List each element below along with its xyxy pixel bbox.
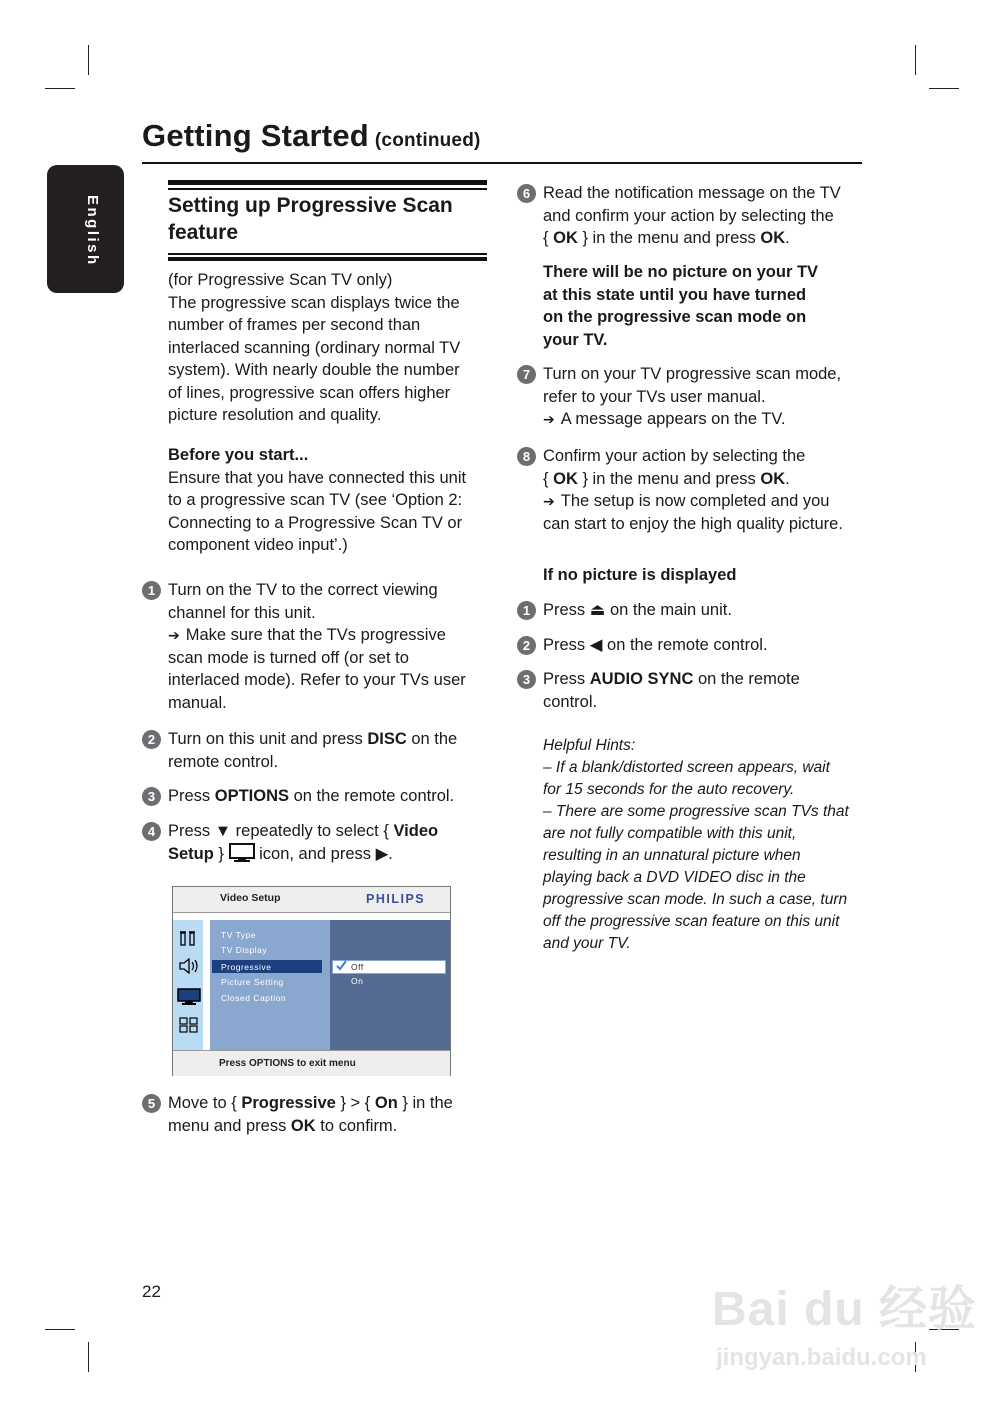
menu-header: Video Setup PHILIPS	[173, 887, 450, 913]
tv-monitor-icon	[177, 988, 201, 1006]
option-selection-highlight	[332, 960, 446, 974]
step-8: Confirm your action by selecting the { OK } in the menu and press OK. ➔ The setup is now completed and you can start to enjoy the high quality picture.	[543, 447, 843, 533]
step-number: 3	[517, 670, 536, 689]
preferences-grid-icon	[179, 1017, 199, 1033]
title-divider	[142, 162, 862, 164]
menu-item-picture-setting[interactable]: Picture Setting	[221, 977, 284, 987]
helpful-hints: Helpful Hints: – If a blank/distorted screen appears, wait for 15 seconds for the auto recovery. – There are some progressive scan TVs that are not fully compatible with this unit, resulting in an unnatural picture when playing back a DVD VIDEO disc in the progressive scan mode. In such a case, turn off the progressive scan feature on this unit and your TV.	[543, 735, 865, 955]
title-continued: (continued)	[374, 130, 481, 151]
crop-mark	[45, 88, 75, 89]
tv-monitor-icon	[229, 843, 255, 863]
section-rule-top-thin	[168, 188, 487, 190]
no-picture-heading: If no picture is displayed	[543, 566, 737, 584]
step-7: Turn on your TV progressive scan mode, refer to your TVs user manual. ➔ A message appears on the TV.	[543, 365, 842, 428]
option-on[interactable]: On	[351, 976, 364, 986]
step-number: 3	[142, 787, 161, 806]
philips-logo: PHILIPS	[366, 892, 426, 906]
checkmark-icon	[336, 960, 347, 971]
step-number: 2	[517, 636, 536, 655]
page-title	[142, 118, 481, 154]
option-off[interactable]: Off	[351, 962, 364, 972]
step-2: Turn on this unit and press DISC on the remote control.	[168, 730, 458, 771]
title-text: Getting Started	[142, 118, 369, 153]
no-picture-step-3: Press AUDIO SYNC on the remote control.	[543, 670, 800, 711]
page-number: 22	[142, 1282, 161, 1301]
hints-title: Helpful Hints:	[543, 737, 636, 754]
step-5: Move to { Progressive } > { On } in the menu and press OK to confirm.	[168, 1094, 453, 1135]
step-number: 7	[517, 365, 536, 384]
step-number: 2	[142, 730, 161, 749]
step-4: Press ▼ repeatedly to select { Video Setup } icon, and press ▶.	[168, 822, 439, 863]
step-6-warning: There will be no picture on your TV at this state until you have turned on the progressive scan mode on your TV.	[543, 263, 819, 349]
section-rule-bottom	[168, 257, 487, 261]
step-number: 6	[517, 184, 536, 203]
watermark-url: jingyan.baidu.com	[716, 1344, 927, 1371]
step-3: Press OPTIONS on the remote control.	[168, 787, 455, 805]
menu-item-tv-type[interactable]: TV Type	[221, 930, 256, 940]
step-number: 1	[142, 581, 161, 600]
menu-items-panel	[210, 920, 330, 1050]
step-number: 4	[142, 822, 161, 841]
crop-mark	[88, 45, 89, 75]
menu-options-panel	[330, 920, 450, 1050]
crop-mark	[45, 1329, 75, 1330]
menu-item-closed-caption[interactable]: Closed Caption	[221, 993, 287, 1003]
section-rule-top	[168, 180, 487, 185]
before-you-start: Before you start... Ensure that you have connected this unit to a progressive scan TV (see ‘Option 2: Connecting to a Progressive Scan TV or component video input’.)	[168, 444, 490, 557]
intro-paragraph: (for Progressive Scan TV only) The progressive scan displays twice the number of frames per second than interlaced scanning (ordinary normal TV system). With nearly double the number of lines, progressive scan offers higher picture resolution and quality.	[168, 271, 461, 424]
menu-item-progressive[interactable]: Progressive	[221, 962, 272, 972]
step-1: Turn on the TV to the correct viewing channel for this unit. ➔ Make sure that the TVs progressive scan mode is turned off (or set to interlaced mode). Refer to your TVs user manual.	[168, 581, 466, 712]
language-tab-label: English	[84, 195, 101, 267]
menu-footer: Press OPTIONS to exit menu	[173, 1050, 450, 1076]
eject-icon: ⏏	[589, 601, 606, 619]
step-number: 8	[517, 447, 536, 466]
watermark-logo: Bai du 经验	[712, 1283, 978, 1336]
before-heading: Before you start...	[168, 446, 309, 464]
crop-mark	[929, 88, 959, 89]
arrow-icon: ➔	[543, 493, 555, 509]
menu-icon-column	[173, 920, 203, 1050]
crop-mark	[88, 1342, 89, 1372]
step-number: 1	[517, 601, 536, 620]
no-picture-step-1: Press ⏏ on the main unit.	[543, 601, 732, 619]
step-6: Read the notification message on the TV and confirm your action by selecting the { OK } in the menu and press OK.	[543, 184, 841, 247]
step-number: 5	[142, 1094, 161, 1113]
arrow-icon: ➔	[543, 411, 555, 427]
crop-mark	[915, 45, 916, 75]
arrow-icon: ➔	[168, 627, 180, 643]
video-setup-menu	[172, 886, 451, 1076]
section-rule-bottom-thin	[168, 253, 487, 255]
section-title: Setting up Progressive Scan feature	[168, 194, 453, 244]
menu-item-tv-display[interactable]: TV Display	[221, 945, 268, 955]
language-tab	[47, 165, 124, 293]
speaker-icon	[178, 958, 200, 974]
settings-tools-icon	[179, 930, 197, 946]
no-picture-step-2: Press ◀ on the remote control.	[543, 636, 768, 654]
